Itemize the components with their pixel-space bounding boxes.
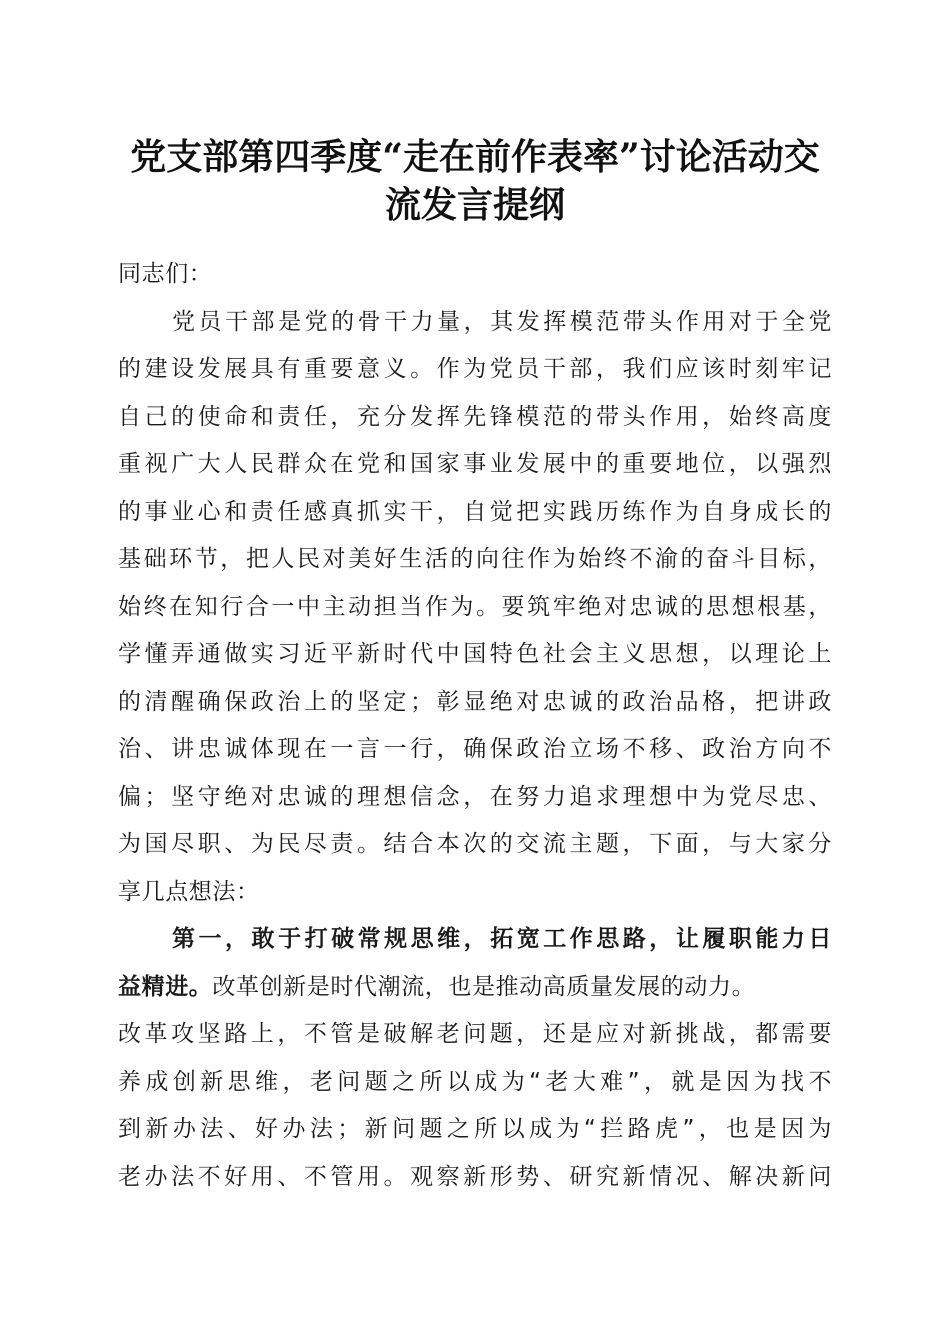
paragraph-line: 偏；坚守绝对忠诚的理想信念，在努力追求理想中为党尽忠、 xyxy=(118,783,832,810)
paragraph-line: 始终在知行合一中主动担当作为。要筑牢绝对忠诚的思想根基， xyxy=(118,593,832,620)
paragraph-line: 的建设发展具有重要意义。作为党员干部，我们应该时刻牢记 xyxy=(118,356,832,382)
paragraph-line: 自己的使命和责任，充分发挥先锋模范的带头作用，始终高度 xyxy=(118,403,832,430)
document-body xyxy=(118,251,832,1201)
point-heading-end: 益精进。 xyxy=(118,973,213,1000)
paragraph-text: 改革创新是时代潮流，也是推动高质量发展的动力。 xyxy=(212,973,756,1000)
paragraph-line: 到新办法、好办法；新问题之所以成为“拦路虎”，也是因为 xyxy=(118,1116,832,1142)
paragraph-line: 重视广大人民群众在党和国家事业发展中的重要地位，以强烈 xyxy=(118,451,832,477)
document-title xyxy=(100,133,850,229)
paragraph-line: 学懂弄通做实习近平新时代中国特色社会主义思想，以理论上 xyxy=(118,641,832,667)
paragraph-line xyxy=(118,964,832,1012)
paragraph-line: 养成创新思维，老问题之所以成为“老大难”，就是因为找不 xyxy=(118,1068,832,1095)
paragraph-line: 治、讲忠诚体现在一言一行，确保政治立场不移、政治方向不 xyxy=(118,736,832,762)
paragraph-line: 老办法不好用、不管用。观察新形势、研究新情况、解决新问 xyxy=(118,1163,832,1190)
paragraph-line: 的事业心和责任感真抓实干，自觉把实践历练作为自身成长的 xyxy=(118,498,832,525)
paragraph-line: 享几点想法： xyxy=(118,878,260,905)
paragraph-line: 党员干部是党的骨干力量，其发挥模范带头作用对于全党 xyxy=(172,308,832,335)
paragraph-line: 为国尽职、为民尽责。结合本次的交流主题，下面，与大家分 xyxy=(118,831,832,857)
paragraph-line: 改革攻坚路上，不管是破解老问题，还是应对新挑战，都需要 xyxy=(118,1021,832,1047)
paragraph-intro xyxy=(118,299,832,917)
title-line: 流发言提纲 xyxy=(384,184,565,226)
point-heading: 第一，敢于打破常规思维，拓宽工作思路，让履职能力日 xyxy=(172,926,832,952)
paragraph-first-point xyxy=(118,916,832,1201)
salutation: 同志们： xyxy=(118,261,213,287)
title-line: 党支部第四季度“走在前作表率”讨论活动交 xyxy=(130,136,820,178)
paragraph-line: 基础环节，把人民对美好生活的向往作为始终不渝的奋斗目标， xyxy=(118,546,832,572)
paragraph-line: 的清醒确保政治上的坚定；彰显绝对忠诚的政治品格，把讲政 xyxy=(118,688,832,715)
